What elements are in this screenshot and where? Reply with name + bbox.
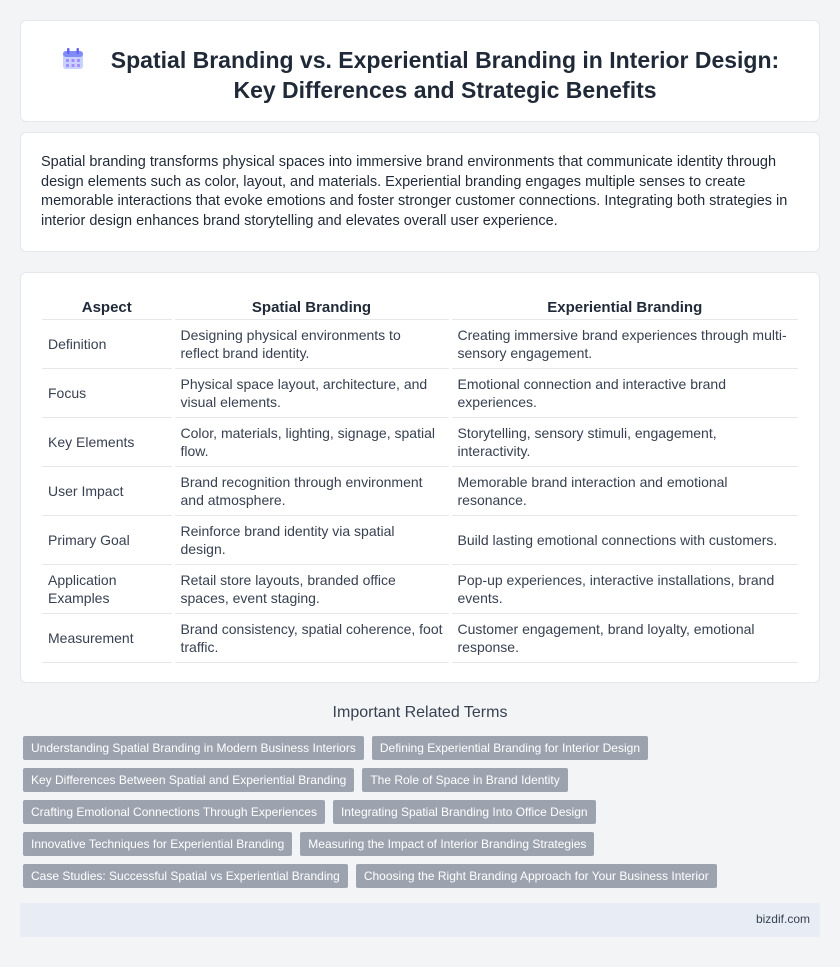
related-term-link[interactable]: Innovative Techniques for Experiential Branding (23, 832, 292, 856)
aspect-cell: Measurement (42, 613, 173, 662)
aspect-cell: Definition (42, 319, 173, 368)
table-row (42, 515, 798, 564)
spatial-cell: Color, materials, lighting, signage, spatial flow. (173, 417, 450, 466)
aspect-cell: Application Examples (42, 564, 173, 613)
spatial-cell: Retail store layouts, branded office spaces, event staging. (173, 564, 450, 613)
experiential-cell: Emotional connection and interactive brand experiences. (450, 368, 798, 417)
related-term-link[interactable]: Key Differences Between Spatial and Experiential Branding (23, 768, 354, 792)
spatial-cell: Brand recognition through environment and atmosphere. (173, 466, 450, 515)
related-term-link[interactable]: Case Studies: Successful Spatial vs Experiential Branding (23, 864, 348, 888)
intro-card (20, 132, 820, 252)
experiential-cell: Memorable brand interaction and emotional resonance. (450, 466, 798, 515)
aspect-cell: User Impact (42, 466, 173, 515)
spatial-cell: Brand consistency, spatial coherence, foot traffic. (173, 613, 450, 662)
comparison-table (42, 295, 798, 663)
table-row (42, 319, 798, 368)
spatial-cell: Reinforce brand identity via spatial design. (173, 515, 450, 564)
table-row (42, 564, 798, 613)
site-name[interactable]: bizdif.com (755, 912, 810, 926)
intro-paragraph: Spatial branding transforms physical spaces into immersive brand environments that communicate identity through design elements such as color, layout, and materials. Experiential branding engages multiple senses to create memorable interactions that evoke emotions and foster stronger customer connections. Integrating both strategies in interior design enhances brand storytelling and elevates overall user experience. (41, 154, 788, 229)
title-card (20, 20, 820, 122)
table-header-row (42, 295, 798, 319)
table-row (42, 368, 798, 417)
table-row (42, 417, 798, 466)
related-term-link[interactable]: Crafting Emotional Connections Through Experiences (23, 800, 325, 824)
related-term-link[interactable]: Integrating Spatial Branding Into Office Design (333, 800, 596, 824)
experiential-cell: Customer engagement, brand loyalty, emotional response. (450, 613, 798, 662)
experiential-cell: Creating immersive brand experiences through multi-sensory engagement. (450, 319, 798, 368)
aspect-cell: Key Elements (42, 417, 173, 466)
spatial-cell: Designing physical environments to reflect brand identity. (173, 319, 450, 368)
spatial-cell: Physical space layout, architecture, and visual elements. (173, 368, 450, 417)
column-header-spatial: Spatial Branding (173, 295, 450, 319)
related-term-link[interactable]: Defining Experiential Branding for Interior Design (372, 736, 648, 760)
aspect-cell: Primary Goal (42, 515, 173, 564)
related-term-link[interactable]: Choosing the Right Branding Approach for Your Business Interior (356, 864, 717, 888)
related-terms-heading: Important Related Terms (332, 704, 508, 721)
footer-bar (20, 903, 820, 937)
page-title: Spatial Branding vs. Experiential Branding in Interior Design: Key Differences and Strategic Benefits (110, 47, 780, 103)
column-header-experiential: Experiential Branding (450, 295, 798, 319)
aspect-cell: Focus (42, 368, 173, 417)
table-row (42, 613, 798, 662)
table-row (42, 466, 798, 515)
experiential-cell: Storytelling, sensory stimuli, engagement, interactivity. (450, 417, 798, 466)
experiential-cell: Build lasting emotional connections with customers. (450, 515, 798, 564)
related-terms-list (23, 736, 813, 896)
comparison-card (20, 272, 820, 683)
related-term-link[interactable]: Measuring the Impact of Interior Branding Strategies (300, 832, 594, 856)
related-term-link[interactable]: Understanding Spatial Branding in Modern Business Interiors (23, 736, 364, 760)
calendar-icon (61, 47, 85, 71)
related-term-link[interactable]: The Role of Space in Brand Identity (362, 768, 567, 792)
experiential-cell: Pop-up experiences, interactive installations, brand events. (450, 564, 798, 613)
column-header-aspect: Aspect (42, 295, 173, 319)
